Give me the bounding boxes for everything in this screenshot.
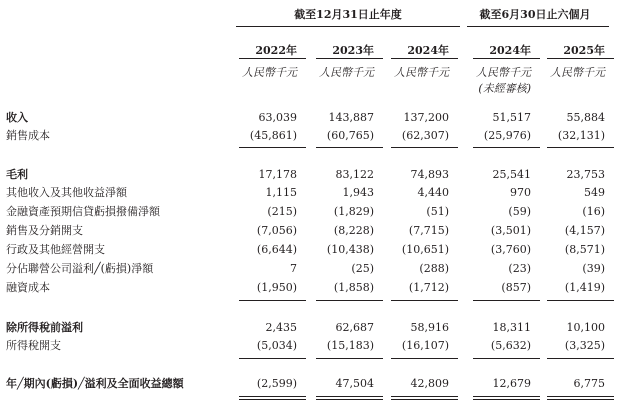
cell-value: 143,887	[328, 111, 374, 124]
cell-value: (857)	[501, 281, 531, 294]
row-label: 年╱期內(虧損)╱溢利及全面收益總額	[6, 377, 184, 390]
subtotal-rule	[547, 300, 614, 301]
cell-value: (5,632)	[490, 339, 531, 352]
column-header-rule	[547, 58, 614, 59]
column-header-year: 2024年	[407, 44, 449, 57]
cell-value: (10,438)	[326, 243, 374, 256]
column-header-year: 2024年	[489, 44, 531, 57]
cell-value: (288)	[419, 262, 449, 275]
table-row-other-income	[0, 183, 621, 202]
cell-value: 1,115	[265, 186, 297, 199]
cell-value: (7,715)	[408, 224, 449, 237]
cell-value: (45,861)	[249, 129, 297, 142]
subtotal-rule	[239, 300, 306, 301]
subtotal-rule	[547, 147, 614, 148]
group-header-fiscal-year: 截至12月31日止年度	[294, 8, 402, 21]
subtotal-rule	[473, 358, 540, 359]
subtotal-rule	[473, 147, 540, 148]
cell-value: (4,157)	[564, 224, 605, 237]
cell-value: (1,419)	[564, 281, 605, 294]
table-row-selling-expenses	[0, 221, 621, 240]
row-label: 銷售及分銷開支	[6, 224, 83, 237]
cell-value: 6,775	[573, 377, 605, 390]
cell-value: 549	[584, 186, 605, 199]
cell-value: (32,131)	[557, 129, 605, 142]
cell-value: 51,517	[492, 111, 531, 124]
total-double-rule	[239, 396, 306, 400]
subtotal-rule	[391, 147, 458, 148]
column-unit: 人民幣千元	[476, 66, 531, 79]
subtotal-rule	[316, 358, 383, 359]
cell-value: 12,679	[492, 377, 531, 390]
cell-value: 137,200	[403, 111, 449, 124]
cell-value: 970	[510, 186, 531, 199]
cell-value: 17,178	[258, 168, 297, 181]
cell-value: 63,039	[258, 111, 297, 124]
table-row-revenue	[0, 108, 621, 127]
table-row-profit-before-tax	[0, 318, 621, 337]
column-unit: 人民幣千元	[550, 66, 605, 79]
unaudited-note: (未經審核)	[478, 82, 531, 95]
row-label: 銷售成本	[6, 129, 50, 142]
cell-value: (3,325)	[564, 339, 605, 352]
cell-value: (59)	[508, 205, 531, 218]
subtotal-rule	[239, 147, 306, 148]
group-header-fiscal-year-rule	[236, 26, 460, 27]
cell-value: (5,034)	[256, 339, 297, 352]
column-header-year: 2022年	[255, 44, 297, 57]
subtotal-rule	[547, 358, 614, 359]
cell-value: (15,183)	[326, 339, 374, 352]
column-header-year: 2023年	[332, 44, 374, 57]
cell-value: (1,712)	[408, 281, 449, 294]
subtotal-rule	[239, 358, 306, 359]
cell-value: (23)	[508, 262, 531, 275]
row-label: 毛利	[6, 168, 28, 181]
column-unit: 人民幣千元	[242, 66, 297, 79]
row-label: 其他收入及其他收益淨額	[6, 186, 127, 199]
cell-value: (8,571)	[564, 243, 605, 256]
cell-value: (8,228)	[333, 224, 374, 237]
cell-value: (16)	[582, 205, 605, 218]
cell-value: (25,976)	[483, 129, 531, 142]
group-header-six-months: 截至6月30日止六個月	[479, 8, 591, 21]
row-label: 分佔聯營公司溢利╱(虧損)淨額	[6, 262, 154, 275]
table-row-finance-costs	[0, 278, 621, 297]
cell-value: 83,122	[335, 168, 374, 181]
total-double-rule	[391, 396, 458, 400]
subtotal-rule	[473, 300, 540, 301]
row-label: 金融資產預期信貸虧損撥備淨額	[6, 205, 160, 218]
row-label: 行政及其他經營開支	[6, 243, 105, 256]
group-header-six-months-rule	[467, 26, 609, 27]
cell-value: 62,687	[335, 321, 374, 334]
row-label: 融資成本	[6, 281, 50, 294]
table-row-total-comprehensive-income	[0, 374, 621, 393]
row-label: 所得稅開支	[6, 339, 61, 352]
table-row-gross-profit	[0, 165, 621, 184]
column-header-rule	[391, 58, 458, 59]
cell-value: (39)	[582, 262, 605, 275]
cell-value: (60,765)	[326, 129, 374, 142]
cell-value: (2,599)	[256, 377, 297, 390]
cell-value: 10,100	[566, 321, 605, 334]
cell-value: 4,440	[417, 186, 449, 199]
cell-value: 25,541	[492, 168, 531, 181]
cell-value: (62,307)	[401, 129, 449, 142]
table-row-admin-expenses	[0, 240, 621, 259]
cell-value: 42,809	[410, 377, 449, 390]
cell-value: 1,943	[342, 186, 374, 199]
cell-value: 74,893	[410, 168, 449, 181]
cell-value: (51)	[426, 205, 449, 218]
cell-value: (1,858)	[333, 281, 374, 294]
subtotal-rule	[391, 358, 458, 359]
cell-value: (3,501)	[490, 224, 531, 237]
subtotal-rule	[316, 147, 383, 148]
cell-value: 2,435	[265, 321, 297, 334]
total-double-rule	[473, 396, 540, 400]
row-label: 收入	[6, 111, 28, 124]
table-row-expected-credit-loss	[0, 202, 621, 221]
cell-value: (16,107)	[401, 339, 449, 352]
table-row-share-of-associates	[0, 259, 621, 278]
row-label: 除所得稅前溢利	[6, 321, 83, 334]
cell-value: 47,504	[335, 377, 374, 390]
column-header-rule	[239, 58, 306, 59]
subtotal-rule	[391, 300, 458, 301]
cell-value: 58,916	[410, 321, 449, 334]
column-unit: 人民幣千元	[319, 66, 374, 79]
column-header-rule	[473, 58, 540, 59]
cell-value: 18,311	[492, 321, 531, 334]
cell-value: (25)	[351, 262, 374, 275]
cell-value: 55,884	[566, 111, 605, 124]
cell-value: (215)	[267, 205, 297, 218]
cell-value: 7	[290, 262, 297, 275]
column-unit: 人民幣千元	[394, 66, 449, 79]
cell-value: (7,056)	[256, 224, 297, 237]
table-row-income-tax	[0, 336, 621, 355]
cell-value: (3,760)	[490, 243, 531, 256]
subtotal-rule	[316, 300, 383, 301]
total-double-rule	[316, 396, 383, 400]
cell-value: (1,950)	[256, 281, 297, 294]
cell-value: (10,651)	[401, 243, 449, 256]
cell-value: 23,753	[566, 168, 605, 181]
total-double-rule	[547, 396, 614, 400]
table-row-cost-of-sales	[0, 126, 621, 145]
cell-value: (1,829)	[333, 205, 374, 218]
cell-value: (6,644)	[256, 243, 297, 256]
column-header-rule	[316, 58, 383, 59]
column-header-year: 2025年	[563, 44, 605, 57]
